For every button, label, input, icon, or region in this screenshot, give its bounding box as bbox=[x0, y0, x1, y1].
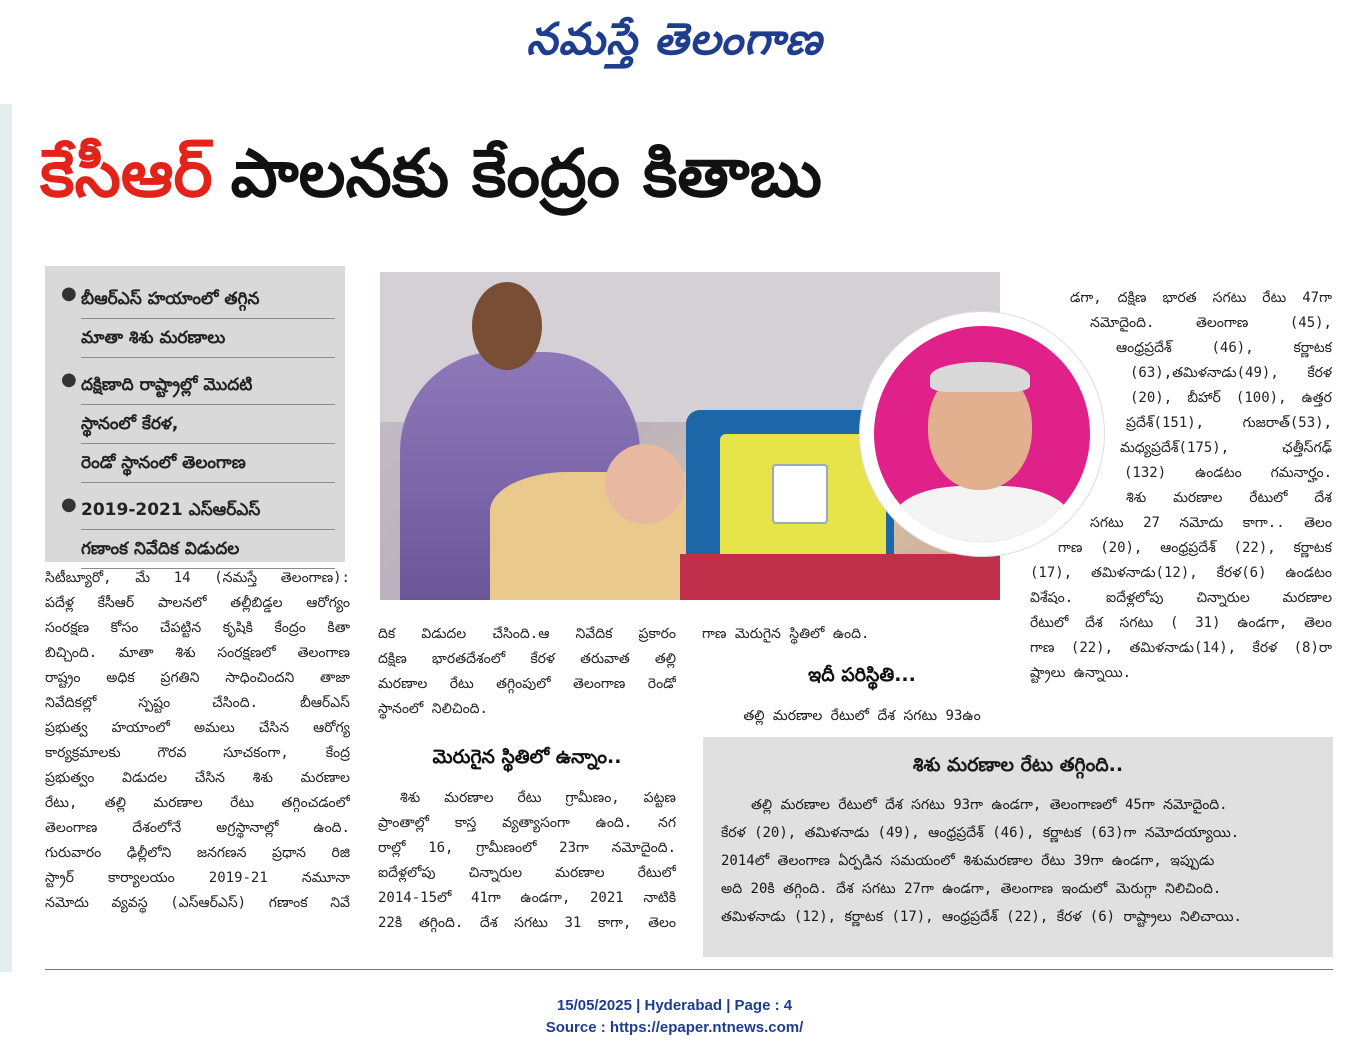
text-line: మధ్యప్రదేశ్(175), ఛత్తీస్‌గఢ్ bbox=[1120, 440, 1332, 456]
footer-source: Source : https://epaper.ntnews.com/ bbox=[545, 1019, 804, 1036]
newspaper-masthead: నమస్తే తెలంగాణ bbox=[526, 14, 823, 65]
dateline: సిటీబ్యూరో, మే 14 (నమస్తే తెలంగాణ): bbox=[45, 570, 350, 586]
text-line: ప్రభుత్వ హయాంలో అమలు చేసిన ఆరోగ్య bbox=[45, 720, 350, 736]
highlight-item bbox=[59, 366, 335, 483]
text-line: 22కి తగ్గింది. దేశ సగటు 31 కాగా, తెలం bbox=[378, 915, 676, 931]
highlight-line: 2019-2021 ఎస్ఆర్ఎస్ bbox=[81, 491, 335, 530]
article-headline bbox=[40, 118, 1340, 230]
text-line: రేటులో దేశ సగటు ( 31) ఉండగా, తెలం bbox=[1030, 615, 1332, 631]
text-line: గాణ (20), ఆంధ్రప్రదేశ్ (22), కర్ణాటక bbox=[1058, 540, 1332, 556]
text-line: ప్రాంతాల్లో కాస్త వ్యత్యాసంగా ఉంది. నగ bbox=[378, 815, 676, 831]
article-column-left bbox=[45, 566, 350, 916]
text-line: రేటు, తల్లి మరణాల రేటు తగ్గించడంలో bbox=[45, 795, 350, 811]
article-column-right-top bbox=[1030, 286, 1332, 686]
subheading-better-position: మెరుగైన స్థితిలో ఉన్నాం.. bbox=[432, 746, 622, 768]
sidebox-title: శిశు మరణాల రేటు తగ్గింది.. bbox=[912, 754, 1124, 776]
text-line: గురువారం ఢిల్లీలోని జనగణన ప్రధాన రిజి bbox=[45, 845, 350, 861]
bullet-icon: ● bbox=[61, 283, 77, 304]
photo-mother-head bbox=[472, 282, 542, 370]
highlight-item bbox=[59, 491, 335, 569]
text-line: (63),తమిళనాడు(49), కేరళ bbox=[1130, 365, 1332, 381]
inset-portrait-hair bbox=[930, 362, 1030, 392]
text-line: రాష్ట్రం అధిక ప్రగతిని సాధించిందని తాజా bbox=[45, 670, 350, 686]
text-line: దక్షిణ భారతదేశంలో కేరళ తరువాత తల్లి bbox=[378, 651, 676, 667]
photo-kit-bag-portrait bbox=[772, 464, 828, 524]
text-line: సంరక్షణ కోసం చేపట్టిన కృషికి కేంద్రం కితా bbox=[45, 620, 350, 636]
highlight-line: దక్షిణాది రాష్ట్రాల్లో మొదటి bbox=[81, 366, 335, 405]
sidebox-line: 2014లో తెలంగాణ ఏర్పడిన సమయంలో శిశుమరణాల రేటు 39గా ఉండగా, ఇప్పుడు bbox=[721, 853, 1215, 869]
headline-red-part: కేసీఆర్ bbox=[40, 135, 213, 212]
subheading-situation: ఇదీ పరిస్థితి... bbox=[808, 664, 916, 686]
infant-mortality-sidebox bbox=[703, 737, 1333, 957]
bullet-icon: ● bbox=[61, 369, 77, 390]
text-line: నివేదికల్లో స్పష్టం చేసింది. బీఆర్ఎస్ bbox=[45, 695, 350, 711]
page-edge-strip bbox=[0, 104, 12, 972]
highlight-item bbox=[59, 280, 335, 358]
sidebox-line: తల్లి మరణాల రేటులో దేశ సగటు 93గా ఉండగా, తెలంగాణలో 45గా నమోదైంది. bbox=[751, 797, 1228, 813]
highlight-line: స్థానంలో కేరళ, bbox=[81, 405, 335, 444]
text-line: తెలంగాణ దేశంలోనే అగ్రస్థానాల్లో ఉంది. bbox=[45, 820, 350, 836]
article-column-middle-lower bbox=[378, 786, 676, 936]
text-line: మరణాల రేటు తగ్గింపులో తెలంగాణ రెండో bbox=[378, 676, 676, 692]
text-line: ఆంధ్రప్రదేశ్ (46), కర్ణాటక bbox=[1116, 340, 1332, 356]
sidebox-line: తమిళనాడు (12), కర్ణాటక (17), ఆంధ్రప్రదేశ్ (22), కేరళ (6) రాష్ట్రాలు నిలిచాయి. bbox=[721, 909, 1242, 925]
text-line: 2014-15లో 41గా ఉండగా, 2021 నాటికి bbox=[378, 890, 676, 906]
text-line: నమోదు వ్యవస్థ (ఎస్ఆర్ఎస్) గణాంక నివే bbox=[45, 895, 350, 911]
photo-baby bbox=[605, 444, 685, 524]
text-line: (132) ఉండటం గమనార్హం. bbox=[1124, 465, 1332, 481]
highlight-line: రెండో స్థానంలో తెలంగాణ bbox=[81, 444, 335, 483]
highlight-line: మాతా శిశు మరణాలు bbox=[81, 319, 335, 358]
text-line: బిచ్చింది. మాతా శిశు సంరక్షణలో తెలంగాణ bbox=[45, 645, 350, 661]
text-line: డగా, దక్షిణ భారత సగటు రేటు 47గా bbox=[1070, 290, 1332, 306]
highlight-line: గణాంక నివేదిక విడుదల bbox=[81, 530, 335, 569]
article-column-right-short bbox=[702, 622, 1002, 647]
article-column-middle bbox=[378, 622, 676, 722]
bullet-icon: ● bbox=[61, 494, 77, 515]
text-line: ష్ట్రాలు ఉన్నాయి. bbox=[1030, 665, 1132, 681]
text-line: పదేళ్ల కేసీఆర్ పాలనలో తల్లీబిడ్డల ఆరోగ్యం bbox=[45, 595, 350, 611]
text-line: గాణ మెరుగైన స్థితిలో ఉంది. bbox=[702, 626, 870, 642]
text-line: శిశు మరణాల రేటు గ్రామీణం, పట్టణ bbox=[400, 790, 676, 806]
text-line: దిక విడుదల చేసింది.ఆ నివేదిక ప్రకారం bbox=[378, 626, 676, 642]
text-line: కార్యక్రమాలకు గౌరవ సూచకంగా, కేంద్ర bbox=[45, 745, 350, 761]
sidebox-line: కేరళ (20), తమిళనాడు (49), ఆంధ్రప్రదేశ్ (46), కర్ణాటక (63)గా నమోదయ్యాయి. bbox=[721, 825, 1240, 841]
text-line: నమోదైంది. తెలంగాణ (45), bbox=[1090, 315, 1332, 331]
headline-black-part: పాలనకు కేంద్రం కితాబు bbox=[230, 135, 822, 212]
situation-lead-line: తల్లి మరణాల రేటులో దేశ సగటు 93ఉం bbox=[743, 708, 981, 724]
text-line: స్ట్రార్ కార్యాలయం 2019-21 నమూనా bbox=[45, 870, 350, 886]
text-line: (17), తమిళనాడు(12), కేరళ(6) ఉండటం bbox=[1030, 565, 1332, 581]
text-line: విశేషం. ఐదేళ్లలోపు చిన్నారుల మరణాల bbox=[1030, 590, 1332, 606]
highlight-line: బీఆర్ఎస్ హయాంలో తగ్గిన bbox=[81, 280, 335, 319]
text-line: ఐదేళ్లలోపు చిన్నారుల మరణాల రేటులో bbox=[378, 865, 676, 881]
sidebox-line: అది 20కి తగ్గింది. దేశ సగటు 27గా ఉండగా, తెలంగాణ ఇందులో మెరుగ్గా నిలిచింది. bbox=[721, 881, 1222, 897]
text-line: గాణ (22), తమిళనాడు(14), కేరళ (8)రా bbox=[1030, 640, 1332, 656]
text-line: సగటు 27 నమోదు కాగా.. తెలం bbox=[1090, 515, 1332, 531]
footer-divider bbox=[45, 969, 1333, 970]
text-line: స్థానంలో నిలిచింది. bbox=[378, 701, 488, 717]
text-line: రాల్లో 16, గ్రామీణంలో 23గా నమోదైంది. bbox=[378, 840, 676, 856]
text-line: ప్రభుత్వం విడుదల చేసిన శిశు మరణాల bbox=[45, 770, 350, 786]
text-line: శిశు మరణాల రేటులో దేశ bbox=[1126, 490, 1332, 506]
photo-bed bbox=[680, 554, 1000, 600]
footer-date-edition: 15/05/2025 | Hyderabad | Page : 4 bbox=[556, 997, 793, 1014]
text-line: ప్రదేశ్(151), గుజరాత్(53), bbox=[1126, 415, 1332, 431]
highlights-box bbox=[45, 266, 345, 562]
text-line: (20), బీహార్ (100), ఉత్తర bbox=[1130, 390, 1332, 406]
